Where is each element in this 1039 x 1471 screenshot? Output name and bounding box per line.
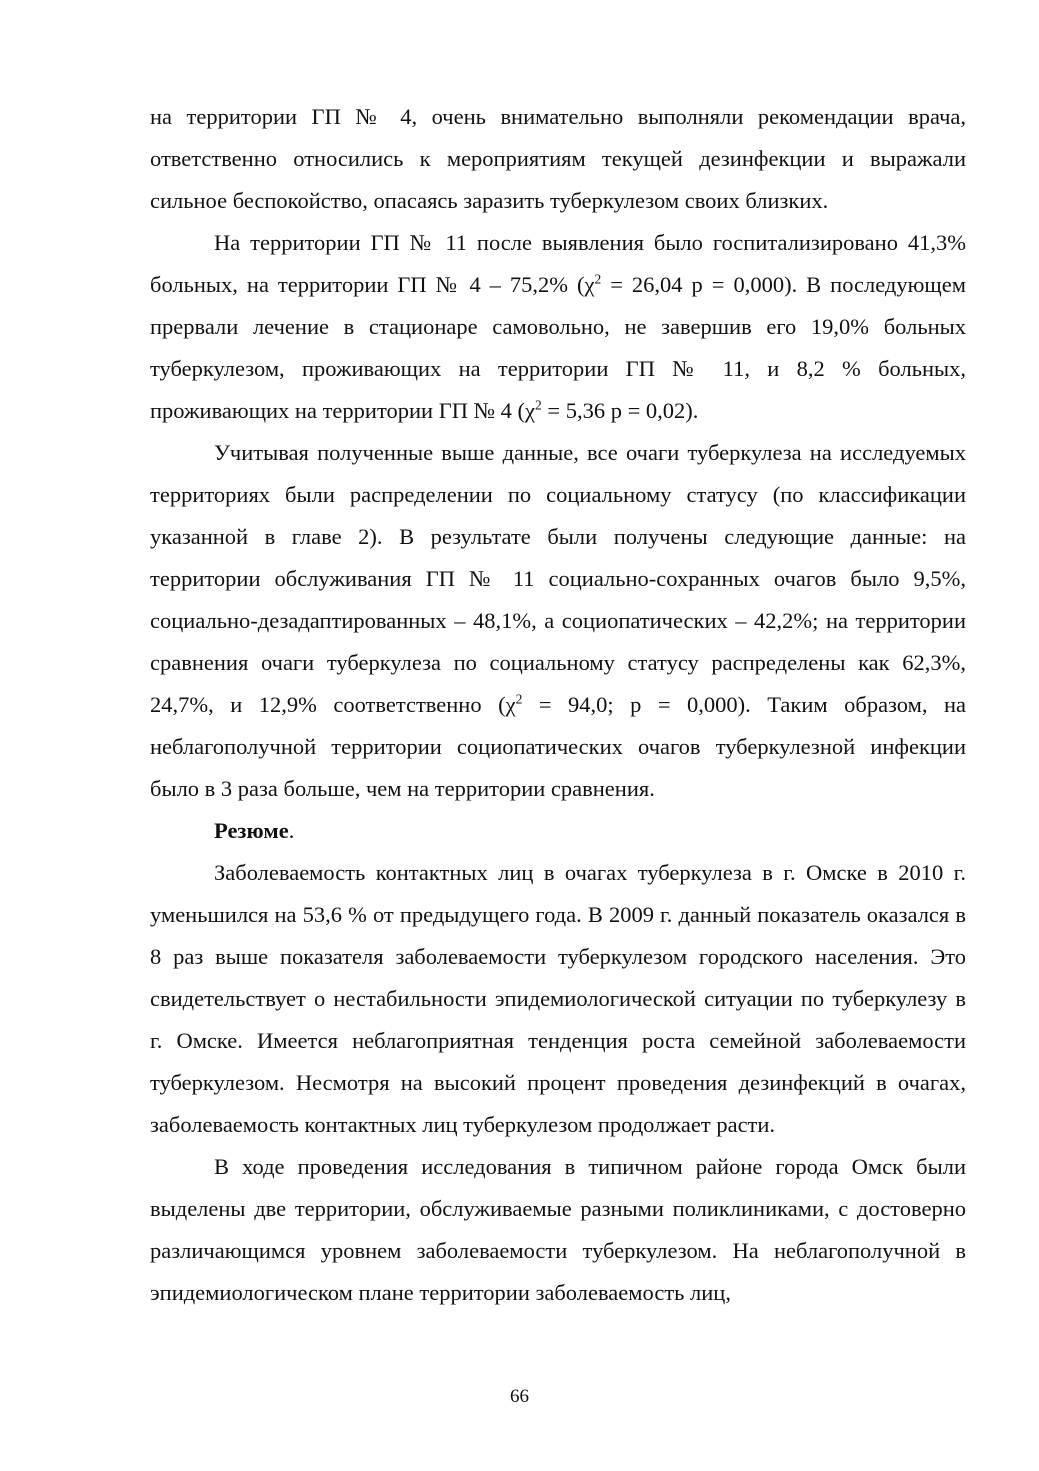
superscript: 2 — [515, 691, 523, 707]
paragraph-hospitalization — [150, 222, 966, 432]
text-run: = 5,36 р = 0,02). — [541, 398, 699, 423]
heading-bold-text: Резюме — [214, 818, 289, 843]
page-body — [150, 96, 966, 1314]
paragraph-social-status — [150, 432, 966, 810]
heading-tail: . — [288, 818, 295, 843]
text-run: = 94,0; р = 0,000). Таким образом, на неблагополучной территории социопатических очагов туберкулезной инфекции было в 3 раза больше, чем на территории сравнения. — [150, 692, 967, 801]
text-run: Учитывая полученные выше данные, все очаги туберкулеза на исследуемых территориях были распределении по социальному статусу (по классификации указанной в главе 2). В результате были получены следующие данные: на территории обслуживания ГП № 11 социально-сохранных очагов было 9,5%, социально-дезадаптированных – 48,1%, а социопатических – 42,2%; на территории сравнения очаги туберкулеза по социальному статусу распределены как 62,3%, 24,7%, и 12,9% соответственно (χ — [150, 440, 966, 717]
section-heading-summary — [150, 810, 966, 852]
superscript: 2 — [535, 397, 542, 413]
text-run: = 26,04 р = 0,000). В последующем прервали лечение в стационаре самовольно, не завершив его 19,0% больных туберкулезом, проживающих на территории ГП № 11, и 8,2 % больных, проживающих на территории ГП № 4 (χ — [150, 272, 966, 423]
paragraph-study-territories: В ходе проведения исследования в типичном районе города Омск были выделены две территории, обслуживаемые разными поликлиниками, с достоверно различающимся уровнем заболеваемости туберкулезом. На неблагополучной в эпидемиологическом плане территории заболеваемость лиц, — [150, 1154, 966, 1305]
paragraph-summary-incidence: Заболеваемость контактных лиц в очагах туберкулеза в г. Омске в 2010 г. уменьшился на 53,6 % от предыдущего года. В 2009 г. данный показатель оказался в 8 раз выше показателя заболеваемости туберкулезом городского населения. Это свидетельствует о нестабильности эпидемиологической ситуации по туберкулезу в г. Омске. Имеется неблагоприятная тенденция роста семейной заболеваемости туберкулезом. Несмотря на высокий процент проведения дезинфекций в очагах, заболеваемость контактных лиц туберкулезом продолжает расти. — [150, 860, 966, 1137]
text-run: На территории ГП № 11 после выявления было госпитализировано 41,3% больных, на территории ГП № 4 – 75,2% (χ — [150, 230, 966, 297]
paragraph-continuation: на территории ГП № 4, очень внимательно выполняли рекомендации врача, ответственно относились к мероприятиям текущей дезинфекции и выражали сильное беспокойство, опасаясь заразить туберкулезом своих близких. — [150, 104, 966, 213]
page-number: 66 — [510, 1386, 529, 1407]
superscript: 2 — [594, 271, 602, 287]
